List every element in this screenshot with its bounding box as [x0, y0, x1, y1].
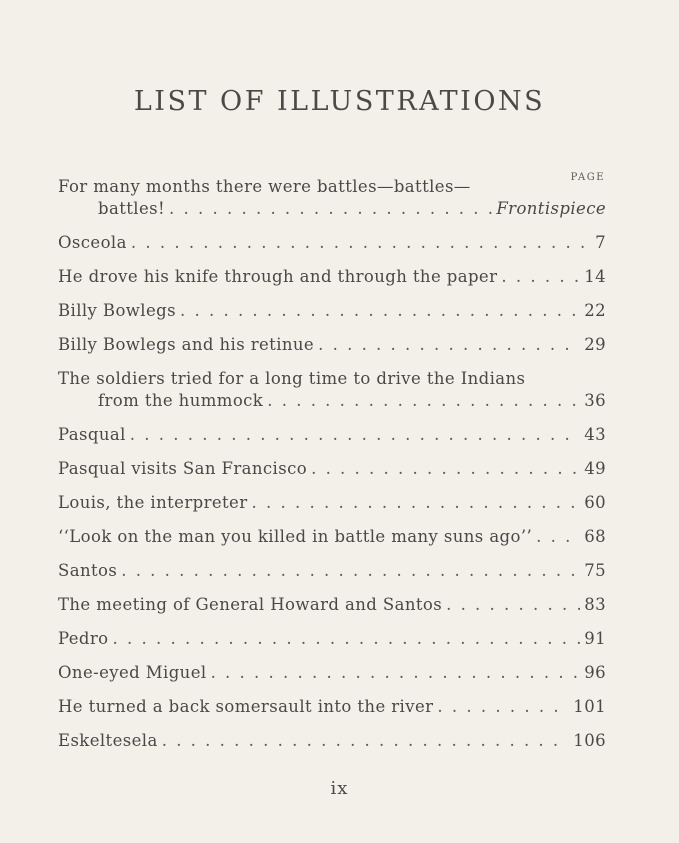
list-item [58, 628, 606, 650]
list-item [58, 526, 606, 548]
list-item [58, 560, 606, 582]
dot-leader [113, 628, 581, 650]
list-item [58, 492, 606, 514]
list-item [58, 662, 606, 684]
dot-leader [169, 198, 492, 220]
dot-leader [437, 696, 569, 718]
list-item [58, 300, 606, 322]
entry-caption: Louis, the interpreter [58, 493, 248, 512]
entry-caption: One-eyed Miguel [58, 663, 207, 682]
entry-caption: Pasqual visits San Francisco [58, 459, 308, 478]
list-item [58, 334, 606, 356]
entry-page: 101 [573, 697, 606, 716]
dot-leader [311, 458, 580, 480]
entry-page: Frontispiece [496, 199, 606, 218]
entry-page: 106 [573, 731, 606, 750]
entry-page: 75 [584, 561, 606, 580]
list-item [58, 594, 606, 616]
entry-page: 91 [584, 629, 606, 648]
entry-page: 29 [584, 335, 606, 354]
entry-caption: For many months there were battles—battles— [58, 177, 471, 196]
entry-page: 7 [595, 233, 606, 252]
dot-leader [180, 300, 580, 322]
page-number: ix [330, 778, 349, 799]
entry-caption: Billy Bowlegs and his retinue [58, 335, 315, 354]
entry-caption: He turned a back somersault into the river [58, 697, 434, 716]
entry-page: 43 [584, 425, 606, 444]
dot-leader [162, 730, 570, 752]
dot-leader [130, 424, 580, 446]
entry-caption-continued: from the hummock [98, 391, 264, 410]
dot-leader [501, 266, 580, 288]
entry-page: 14 [584, 267, 606, 286]
entry-page: 83 [584, 595, 606, 614]
list-item [58, 696, 606, 718]
entry-page: 60 [584, 493, 606, 512]
dot-leader [267, 390, 580, 412]
entry-page: 22 [584, 301, 606, 320]
entry-caption: Pedro [58, 629, 109, 648]
entry-caption: He drove his knife through and through the paper [58, 267, 498, 286]
entry-caption: ‘‘Look on the man you killed in battle many suns ago’’ [58, 527, 533, 546]
illustrations-list [58, 176, 606, 764]
dot-leader [211, 662, 581, 684]
entry-page: 68 [584, 527, 606, 546]
entry-caption: Pasqual [58, 425, 126, 444]
entry-caption: The soldiers tried for a long time to drive the Indians [58, 369, 526, 388]
entry-caption: Santos [58, 561, 118, 580]
list-item [58, 458, 606, 480]
entry-caption: Billy Bowlegs [58, 301, 176, 320]
list-item [58, 232, 606, 254]
dot-leader [536, 526, 580, 548]
dot-leader [446, 594, 580, 616]
entry-caption: The meeting of General Howard and Santos [58, 595, 443, 614]
dot-leader [131, 232, 584, 254]
list-item [58, 266, 606, 288]
entry-caption: Osceola [58, 233, 127, 252]
list-item [58, 730, 606, 752]
page-column-header: PAGE [570, 172, 605, 183]
dot-leader [318, 334, 580, 356]
dot-leader [121, 560, 580, 582]
entry-page: 49 [584, 459, 606, 478]
list-item [58, 176, 606, 220]
page-title: LIST OF ILLUSTRATIONS [133, 86, 546, 117]
list-item [58, 368, 606, 412]
dot-leader [252, 492, 581, 514]
entry-caption-continued: battles! [98, 199, 166, 218]
list-item [58, 424, 606, 446]
entry-page: 36 [584, 391, 606, 410]
entry-page: 96 [584, 663, 606, 682]
entry-caption: Eskeltesela [58, 731, 158, 750]
